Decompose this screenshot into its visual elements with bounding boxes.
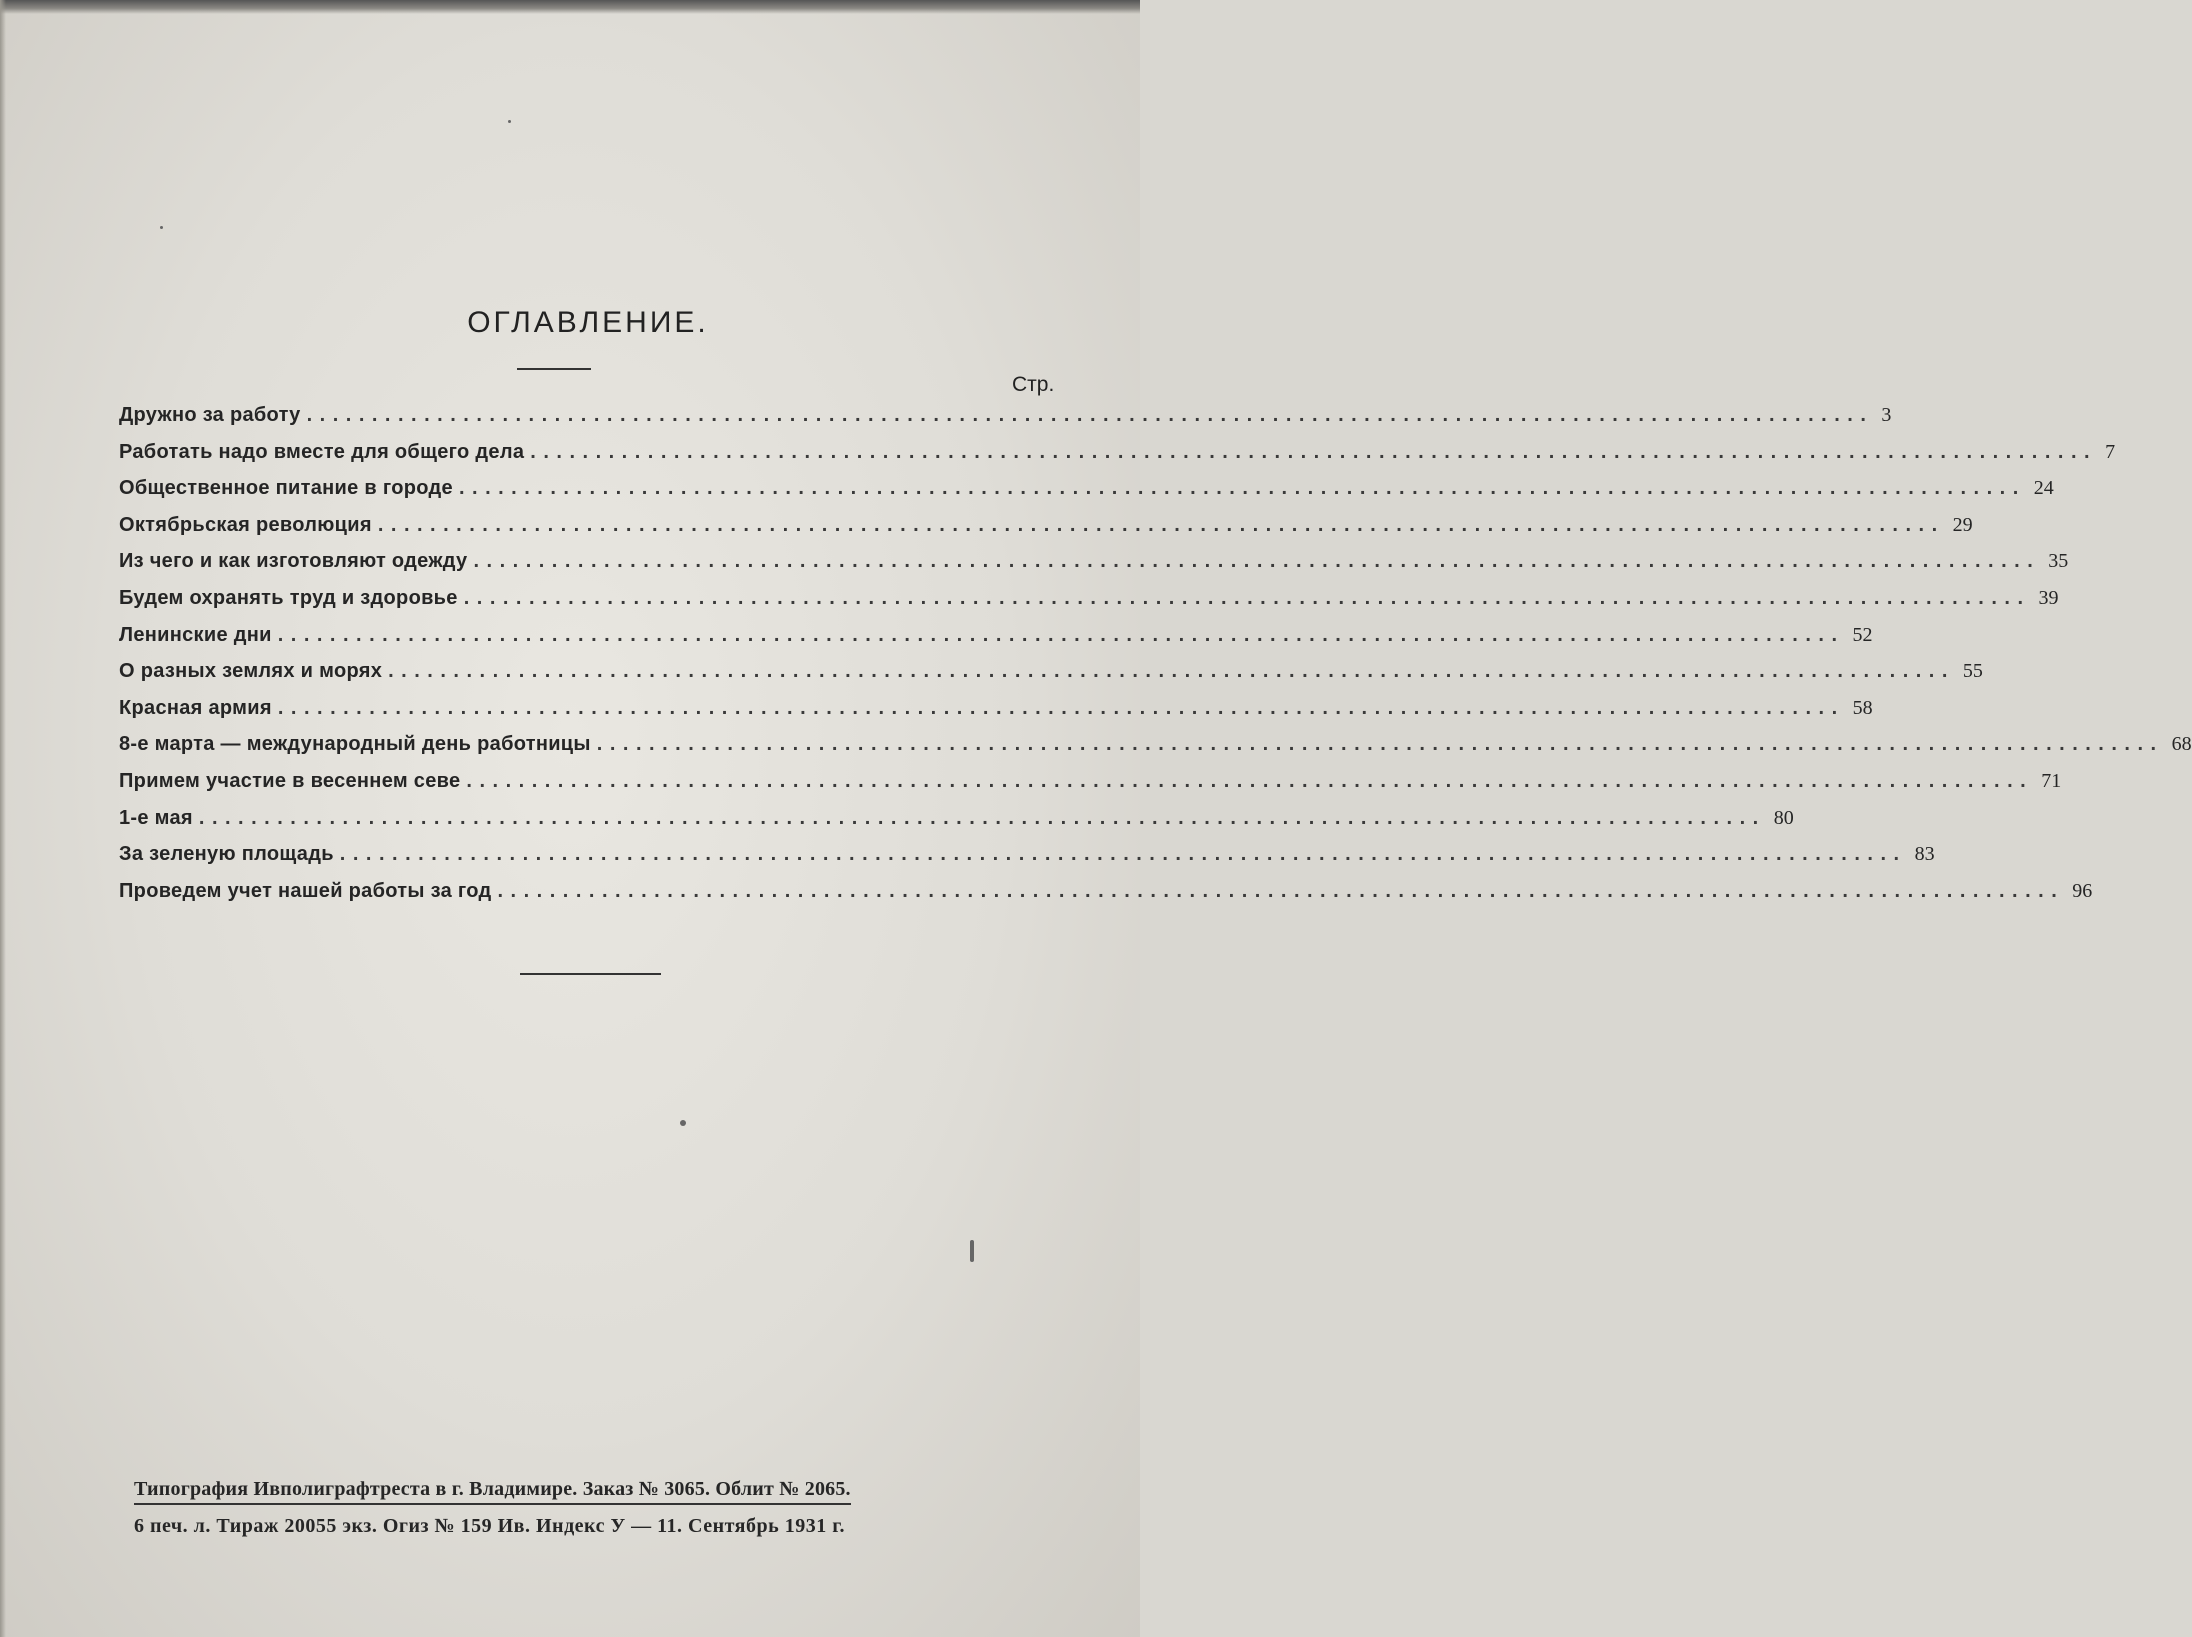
- toc-entry: [119, 806, 1794, 844]
- toc-entry-title: 1-е мая: [119, 806, 193, 829]
- toc-entry-title: Будем охранять труд и здоровье: [119, 586, 458, 609]
- toc-entry-page: 83: [1914, 843, 1935, 866]
- paper-speck: [970, 1240, 974, 1262]
- toc-entry: [119, 696, 1873, 734]
- toc-dot-leader: ........................................................................................................................: [277, 696, 1845, 719]
- toc-entry-title: Красная армия: [119, 696, 272, 719]
- toc-dot-leader: ........................................................................................................................: [530, 440, 2098, 463]
- imprint-block: [134, 1478, 1074, 1538]
- toc-entry-title: Октябрьская революция: [119, 513, 372, 536]
- toc-dot-leader: ........................................................................................................................: [473, 550, 2041, 573]
- toc-entry-title: Из чего и как изготовляют одежду: [119, 550, 468, 573]
- toc-dot-leader: ........................................................................................................................: [306, 404, 1874, 426]
- toc-entry: [119, 733, 2192, 770]
- toc-entry-page: 68: [2171, 733, 2192, 756]
- toc-entry: [119, 404, 1892, 441]
- toc-entry-page: 35: [2048, 550, 2069, 573]
- toc-entry: [119, 440, 2116, 478]
- toc-entry: [119, 513, 1973, 551]
- page-column-header: Стр.: [1012, 373, 1055, 396]
- toc-entry-title: О разных землях и морях: [119, 660, 383, 683]
- toc-dot-leader: ........................................................................................................................: [377, 513, 1945, 536]
- imprint-printer-line: Типография Ивполиграфтреста в г. Владимире. Заказ № 3065. Облит № 2065.: [134, 1478, 851, 1505]
- table-of-contents: [119, 404, 2192, 916]
- toc-dot-leader: ........................................................................................................................: [458, 477, 2026, 500]
- page-top-edge: [0, 0, 1140, 14]
- toc-entry-title: Проведем учет нашей работы за год: [119, 879, 492, 902]
- toc-dot-leader: ........................................................................................................................: [466, 769, 2034, 792]
- toc-entry-page: 7: [2105, 440, 2116, 463]
- toc-dot-leader: ........................................................................................................................: [388, 660, 1955, 683]
- toc-entry: [119, 586, 2059, 624]
- paper-speck: [680, 1120, 686, 1126]
- toc-dot-leader: ........................................................................................................................: [198, 806, 1766, 829]
- toc-entry-page: 39: [2038, 586, 2059, 609]
- toc-entry: [119, 660, 1983, 697]
- toc-entry: [119, 843, 1935, 880]
- toc-entry-page: 3: [1881, 404, 1892, 426]
- toc-entry-page: 29: [1952, 513, 1973, 536]
- page-title: ОГЛАВЛЕНИЕ.: [467, 306, 709, 339]
- toc-entry: [119, 879, 2093, 917]
- toc-entry-page: 55: [1962, 660, 1983, 683]
- section-end-divider: [520, 973, 661, 975]
- toc-entry: [119, 550, 2069, 587]
- toc-entry-title: 8-е марта — международный день работницы: [119, 733, 591, 756]
- toc-entry-title: Примем участие в весеннем севе: [119, 769, 461, 792]
- toc-dot-leader: ........................................................................................................................: [339, 843, 1907, 866]
- imprint-edition-line: 6 печ. л. Тираж 20055 экз. Огиз № 159 Ив. Индекс У — 11. Сентябрь 1931 г.: [134, 1515, 846, 1537]
- toc-entry-page: 96: [2072, 879, 2093, 902]
- page-left-edge: [0, 0, 6, 1637]
- toc-dot-leader: ........................................................................................................................: [277, 623, 1845, 646]
- toc-entry-title: За зеленую площадь: [119, 843, 334, 866]
- toc-entry: [119, 623, 1873, 661]
- paper-speck: [508, 120, 511, 123]
- toc-entry-page: 52: [1852, 623, 1873, 646]
- title-divider: [517, 368, 591, 370]
- toc-entry: [119, 477, 2054, 514]
- toc-dot-leader: ........................................................................................................................: [497, 879, 2065, 902]
- toc-entry-page: 71: [2041, 769, 2062, 792]
- toc-entry-title: Работать надо вместе для общего дела: [119, 440, 525, 463]
- paper-speck: [160, 226, 163, 229]
- toc-entry-title: Общественное питание в городе: [119, 477, 453, 500]
- toc-entry-page: 24: [2033, 477, 2054, 500]
- toc-entry-page: 80: [1773, 806, 1794, 829]
- toc-dot-leader: ........................................................................................................................: [596, 733, 2164, 756]
- toc-entry-title: Ленинские дни: [119, 623, 272, 646]
- toc-entry-title: Дружно за работу: [119, 404, 301, 426]
- toc-entry: [119, 769, 2062, 807]
- toc-entry-page: 58: [1852, 696, 1873, 719]
- toc-dot-leader: ........................................................................................................................: [463, 586, 2031, 609]
